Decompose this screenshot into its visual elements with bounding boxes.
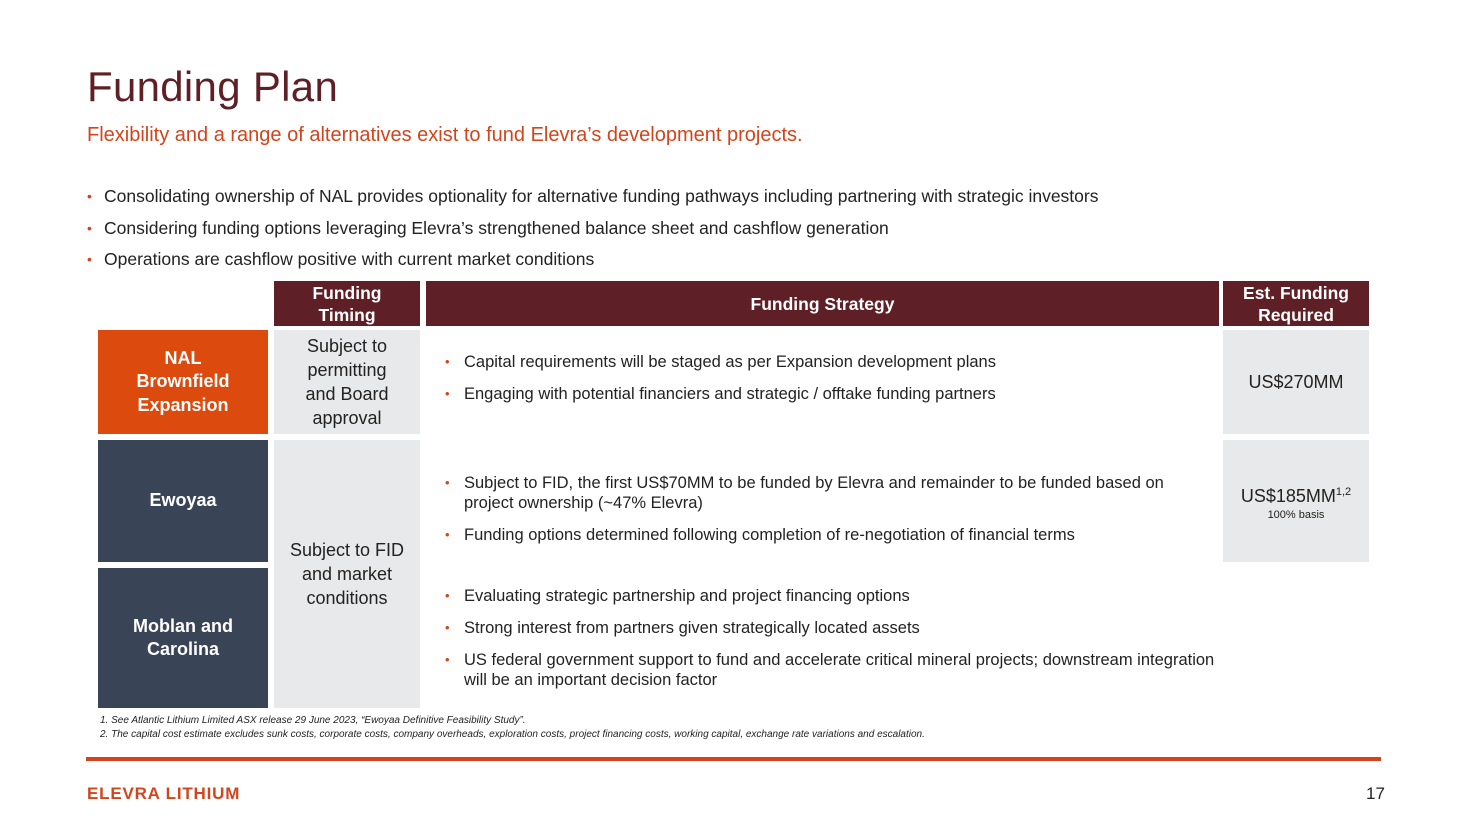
bullet-icon: •: [87, 188, 92, 204]
bullet-icon: •: [445, 527, 450, 542]
bullet-icon: •: [87, 219, 92, 236]
bullet-icon: •: [445, 620, 450, 635]
bullet-icon: •: [445, 652, 450, 667]
strategy-item: • Subject to FID, the first US$70MM to be funded by Elevra and remainder to be funded based on project ownership (~47% Elevra): [445, 474, 1164, 512]
page-title: Funding Plan: [87, 63, 339, 110]
bullet-icon: •: [87, 251, 92, 267]
funding-cell-nal: US$270MM: [1223, 330, 1369, 434]
row-label-moblan: Moblan and Carolina: [98, 568, 268, 708]
header-est-funding: Est. Funding Required: [1223, 281, 1369, 326]
header-funding-strategy: Funding Strategy: [426, 281, 1219, 326]
summary-bullets: [87, 184, 1098, 279]
page-number: 17: [1366, 784, 1385, 803]
header-funding-timing: Funding Timing: [274, 281, 420, 326]
strategy-item: • Evaluating strategic partnership and project financing options: [445, 587, 910, 605]
timing-cell-nal: Subject to permitting and Board approval: [274, 330, 420, 434]
summary-bullet: • Considering funding options leveraging Elevra’s strengthened balance sheet and cashflow generation: [87, 217, 889, 238]
bullet-icon: •: [445, 386, 450, 401]
strategy-item: • Funding options determined following completion of re-negotiation of financial terms: [445, 526, 1075, 544]
page-subtitle: Flexibility and a range of alternatives exist to fund Elevra’s development projects.: [87, 124, 803, 146]
bullet-icon: •: [445, 475, 450, 490]
strategy-list-moblan: [436, 586, 1216, 702]
summary-bullet: • Operations are cashflow positive with current market conditions: [87, 249, 595, 269]
strategy-item: • Capital requirements will be staged as per Expansion development plans: [445, 353, 996, 371]
row-label-ewoyaa: Ewoyaa: [98, 440, 268, 562]
funding-cell-ewoyaa: US$185MM$^{1,2}$ 100% basis: [1223, 440, 1369, 562]
summary-bullet: • Consolidating ownership of NAL provides optionality for alternative funding pathways including partnering with strategic investors: [87, 186, 1099, 206]
strategy-list-ewoyaa: [436, 473, 1216, 557]
timing-cell-shared: Subject to FID and market conditions: [274, 440, 420, 708]
strategy-item: • Strong interest from partners given strategically located assets: [445, 619, 920, 637]
row-label-nal: NAL Brownfield Expansion: [98, 330, 268, 434]
footnotes: [100, 714, 925, 742]
strategy-list-nal: [436, 352, 1216, 416]
footer-divider: [86, 757, 1381, 761]
footnote: 1. See Atlantic Lithium Limited ASX release 29 June 2023, “Ewoyaa Definitive Feasibility Study”.: [100, 715, 526, 726]
brand-name: ELEVRA LITHIUM: [87, 784, 241, 803]
bullet-icon: •: [445, 588, 450, 603]
bullet-icon: •: [445, 354, 450, 369]
strategy-item: • US federal government support to fund and accelerate critical mineral projects; downstream integration will be an important decision factor: [445, 651, 1215, 689]
strategy-item: • Engaging with potential financiers and strategic / offtake funding partners: [445, 385, 996, 403]
footnote: 2. The capital cost estimate excludes sunk costs, corporate costs, company overheads, exploration costs, project financing costs, working capital, exchange rate variations and escalation.: [100, 729, 925, 740]
